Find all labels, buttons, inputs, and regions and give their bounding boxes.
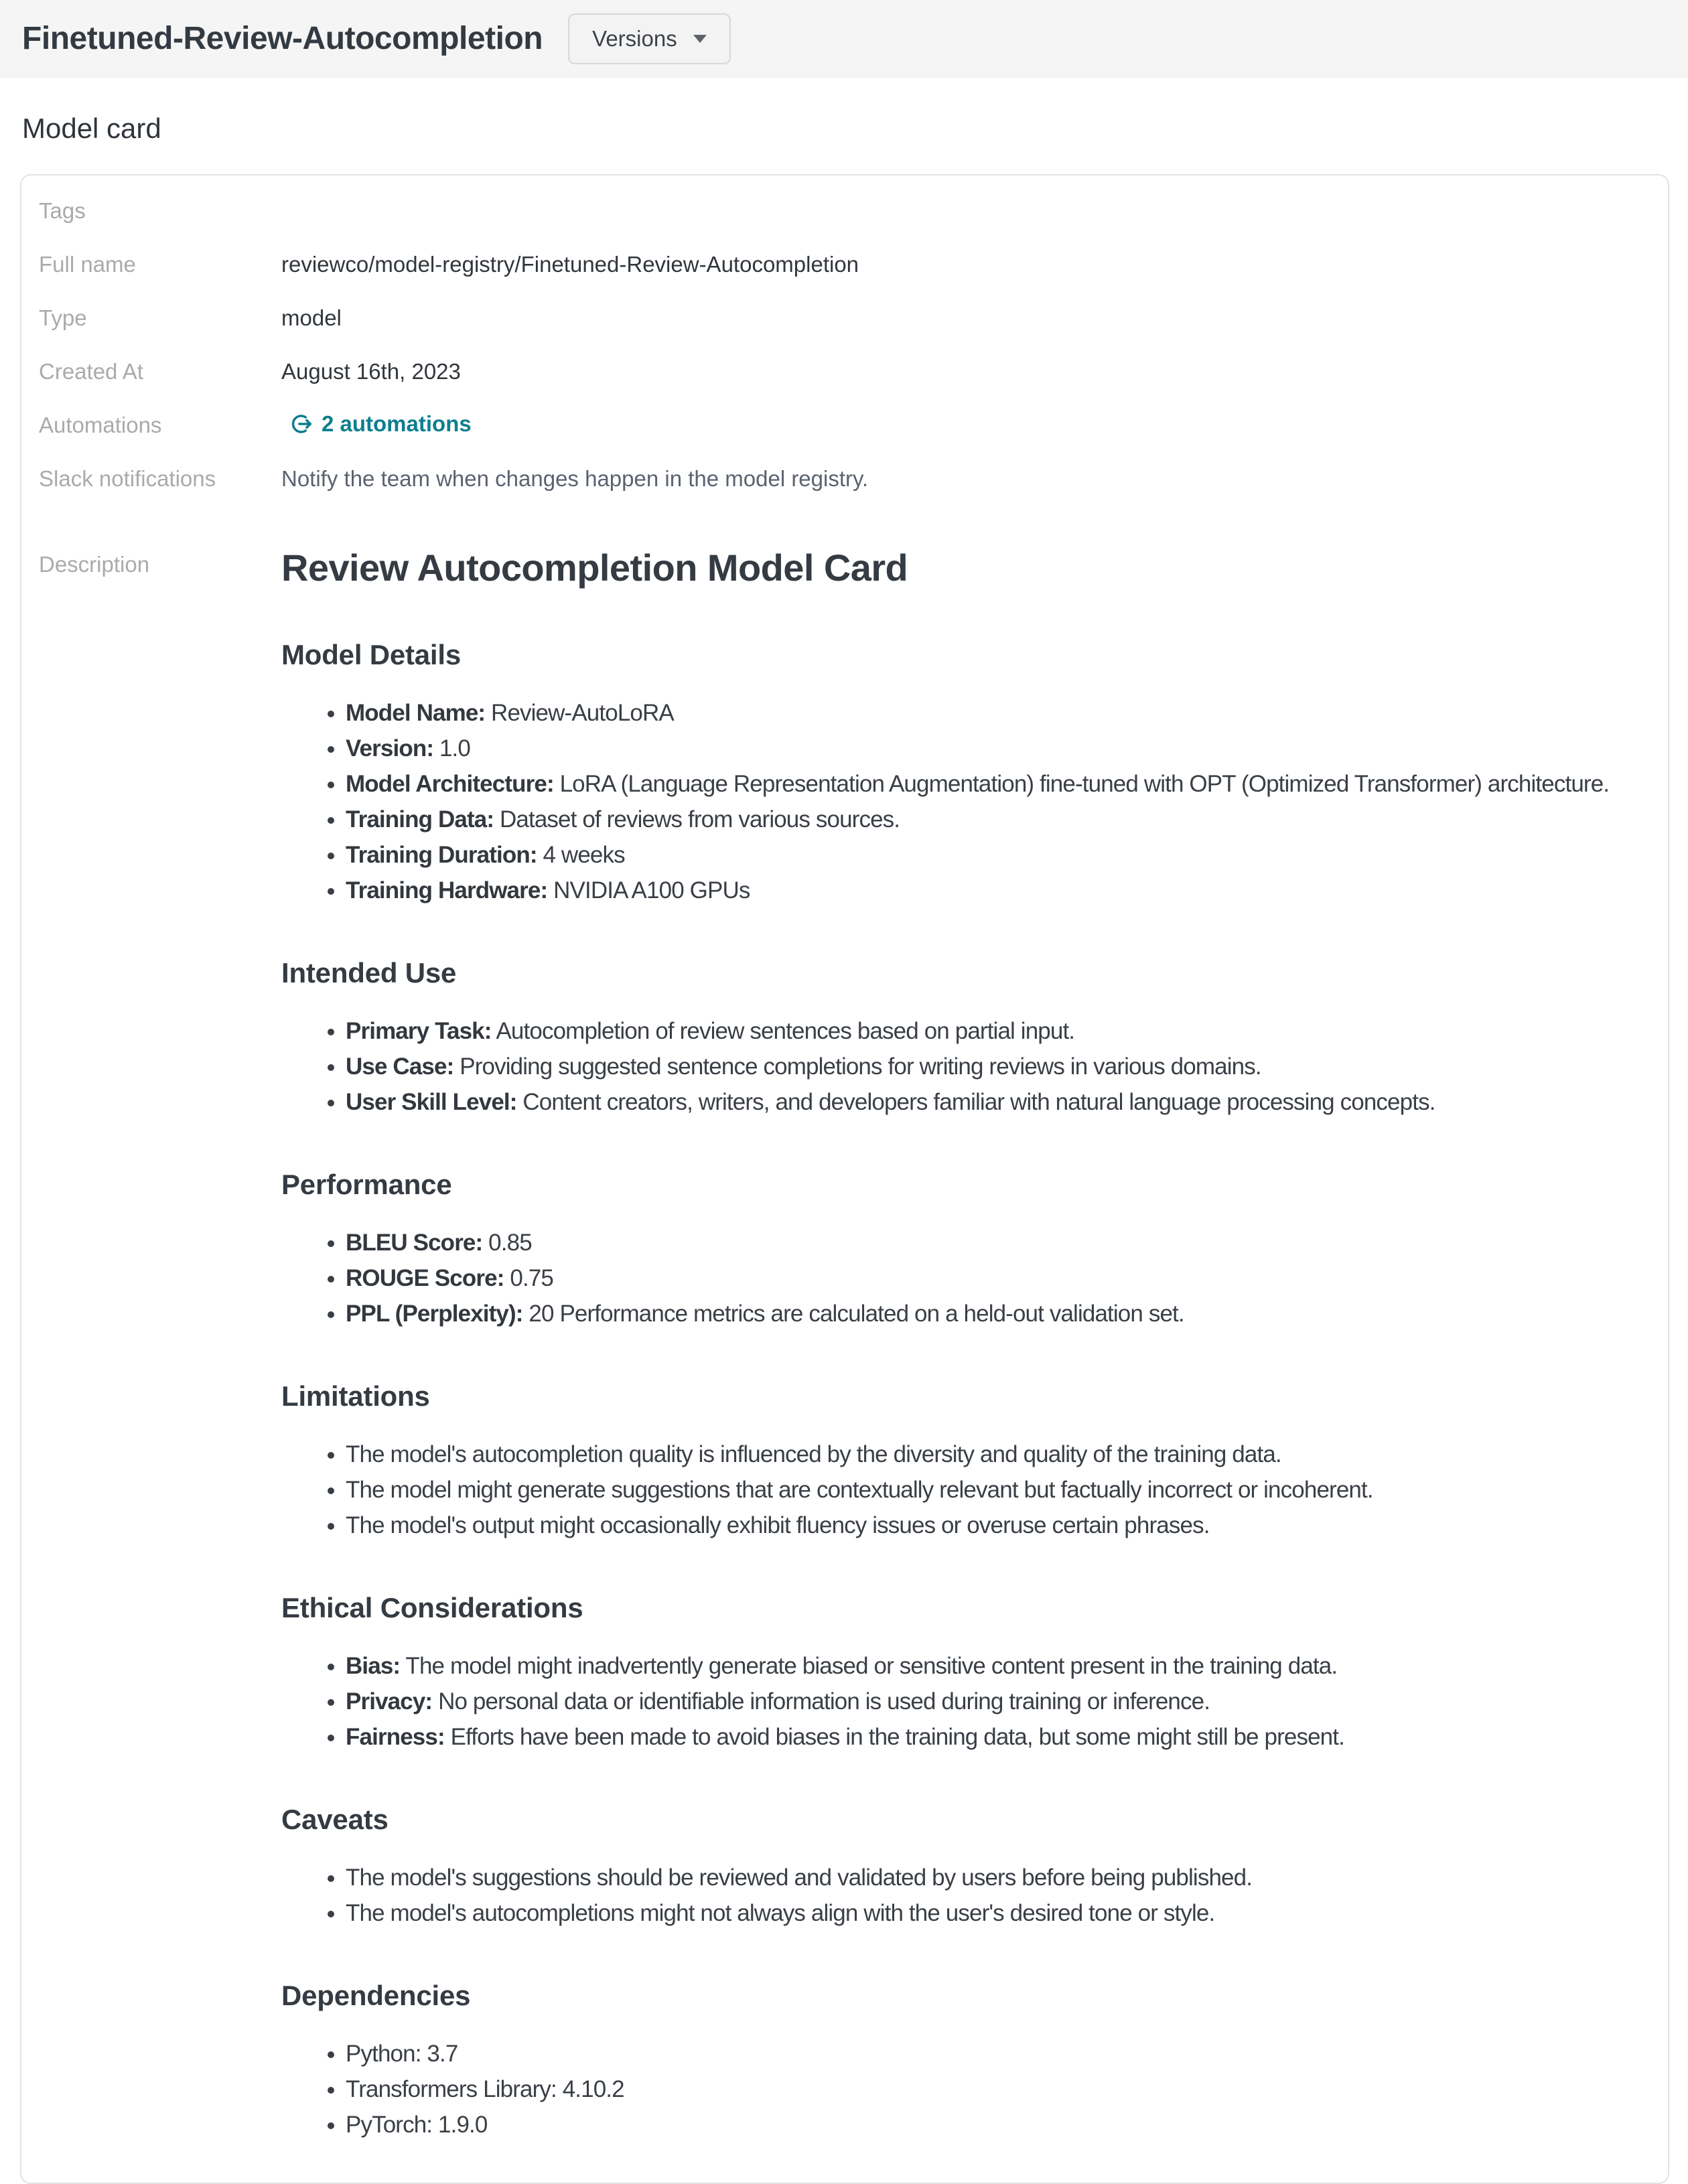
markdown-section <box>281 1380 1650 1543</box>
field-label: Tags <box>39 198 86 223</box>
markdown-list-item: • Training Hardware: NVIDIA A100 GPUs <box>346 873 1650 908</box>
markdown-list-item: • Bias: The model might inadvertently generate biased or sensitive content present in the training data. <box>346 1648 1650 1684</box>
markdown-list-item: • Privacy: No personal data or identifiable information is used during training or inference. <box>346 1684 1650 1719</box>
field-label: Type <box>39 305 87 330</box>
markdown-list-item: • The model's autocompletion quality is influenced by the diversity and quality of the training data. <box>346 1437 1650 1472</box>
markdown-heading: Limitations <box>281 1380 430 1412</box>
markdown-title: Review Autocompletion Model Card <box>281 547 908 589</box>
markdown-heading: Intended Use <box>281 957 457 989</box>
markdown-list <box>281 1225 1650 1331</box>
markdown-list-item: • ROUGE Score: 0.75 <box>346 1260 1650 1296</box>
field-label: Automations <box>39 413 162 437</box>
markdown-section <box>281 638 1650 908</box>
field-label: Created At <box>39 359 143 384</box>
markdown-list-item: • Version: 1.0 <box>346 731 1650 766</box>
markdown-list-item: • The model's autocompletions might not always align with the user's desired tone or style. <box>346 1895 1650 1931</box>
markdown-list <box>281 1648 1650 1755</box>
description-label: Description <box>39 552 150 577</box>
automations-link[interactable] <box>288 411 472 437</box>
field-row <box>39 465 1650 518</box>
field-value: August 16th, 2023 <box>281 359 461 384</box>
field-label: Slack notifications <box>39 466 216 491</box>
field-row <box>39 197 1650 250</box>
markdown-list <box>281 2036 1650 2142</box>
markdown-list <box>281 1860 1650 1931</box>
field-rows <box>39 197 1650 518</box>
automation-link-icon <box>288 411 313 437</box>
field-row <box>39 358 1650 411</box>
markdown-section <box>281 1168 1650 1331</box>
versions-button-label: Versions <box>592 25 677 51</box>
markdown-list-item: • Python: 3.7 <box>346 2036 1650 2071</box>
markdown-list-item: • Model Architecture: LoRA (Language Representation Augmentation) fine-tuned with OPT (Optimized Transformer) architecture. <box>346 766 1650 802</box>
markdown-body <box>281 545 1650 2142</box>
markdown-list-item: • BLEU Score: 0.85 <box>346 1225 1650 1260</box>
markdown-list-item: • Training Data: Dataset of reviews from various sources. <box>346 802 1650 837</box>
versions-button[interactable] <box>568 13 731 64</box>
page-header <box>0 0 1688 78</box>
markdown-heading: Ethical Considerations <box>281 1592 583 1624</box>
markdown-list <box>281 1437 1650 1543</box>
markdown-list-item: • The model might generate suggestions that are contextually relevant but factually incorrect or incoherent. <box>346 1472 1650 1508</box>
registered-model-title: Finetuned-Review-Autocompletion <box>22 21 543 56</box>
field-value: reviewco/model-registry/Finetuned-Review-Autocompletion <box>281 252 859 277</box>
field-row <box>39 304 1650 358</box>
field-value: Notify the team when changes happen in the model registry. <box>281 466 869 491</box>
markdown-list-item: • User Skill Level: Content creators, writers, and developers familiar with natural language processing concepts. <box>346 1084 1650 1120</box>
markdown-heading: Dependencies <box>281 1980 471 2012</box>
markdown-list-item: • The model's suggestions should be reviewed and validated by users before being published. <box>346 1860 1650 1895</box>
markdown-list-item: • Fairness: Efforts have been made to avoid biases in the training data, but some might still be present. <box>346 1719 1650 1755</box>
chevron-down-icon <box>693 35 707 43</box>
automations-link-label: 2 automations <box>322 411 472 436</box>
markdown-list-item: • PPL (Perplexity): 20 Performance metrics are calculated on a held-out validation set. <box>346 1296 1650 1331</box>
description-row <box>39 545 1650 2142</box>
markdown-list-item: • Primary Task: Autocompletion of review sentences based on partial input. <box>346 1013 1650 1049</box>
markdown-section <box>281 956 1650 1120</box>
markdown-list-item: • Model Name: Review-AutoLoRA <box>346 695 1650 731</box>
field-row <box>39 411 1650 465</box>
main-content <box>0 113 1688 2184</box>
markdown-section <box>281 1979 1650 2142</box>
markdown-heading: Performance <box>281 1169 452 1201</box>
markdown-heading: Model Details <box>281 639 461 671</box>
field-label: Full name <box>39 252 136 277</box>
field-row <box>39 250 1650 304</box>
markdown-section <box>281 1591 1650 1755</box>
markdown-list-item: • PyTorch: 1.9.0 <box>346 2107 1650 2142</box>
model-card-panel <box>20 174 1669 2184</box>
markdown-list-item: • Use Case: Providing suggested sentence completions for writing reviews in various domains. <box>346 1049 1650 1084</box>
markdown-list-item: • Training Duration: 4 weeks <box>346 837 1650 873</box>
markdown-list <box>281 1013 1650 1120</box>
markdown-heading: Caveats <box>281 1804 389 1836</box>
markdown-list <box>281 695 1650 908</box>
markdown-section <box>281 1803 1650 1931</box>
markdown-list-item: • The model's output might occasionally exhibit fluency issues or overuse certain phrases. <box>346 1508 1650 1543</box>
model-card-section-title: Model card <box>22 113 161 144</box>
field-value: model <box>281 305 342 330</box>
markdown-list-item: • Transformers Library: 4.10.2 <box>346 2071 1650 2107</box>
